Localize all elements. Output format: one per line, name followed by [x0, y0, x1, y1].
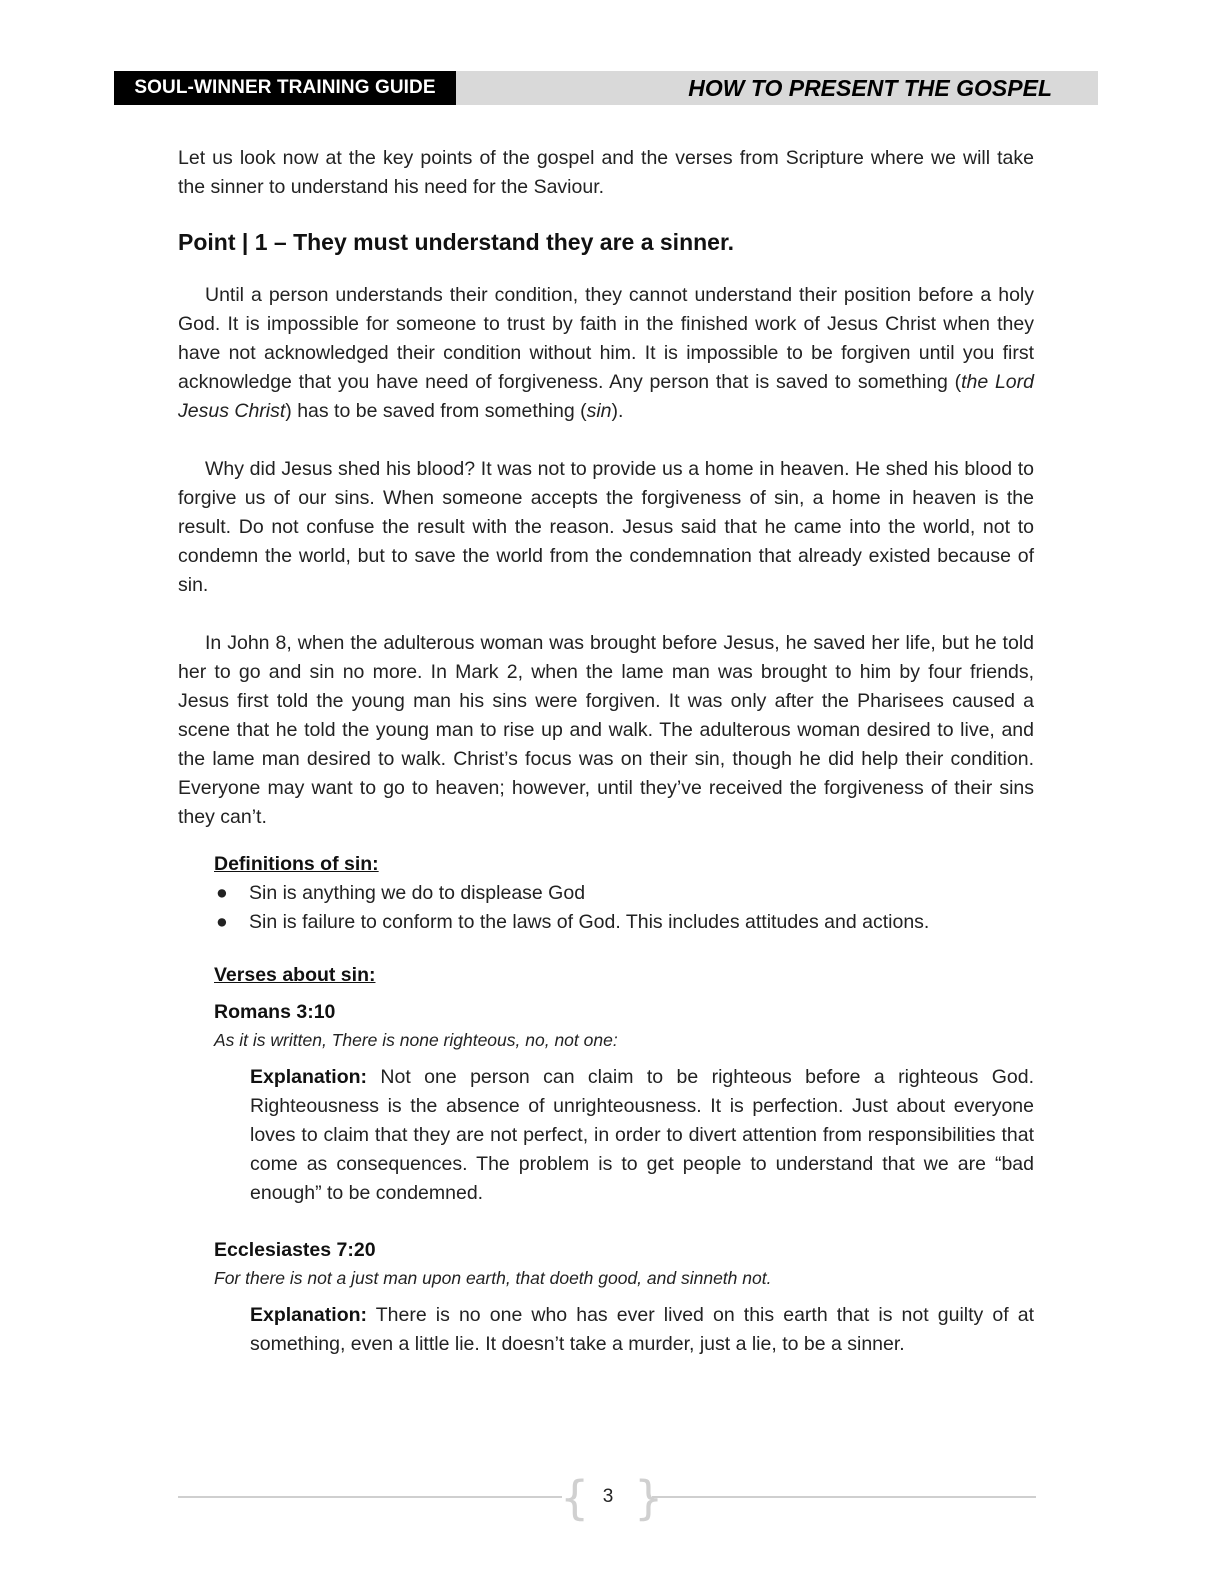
emphasis-text: the Lord Jesus Christ: [178, 371, 1034, 422]
verse-reference: Romans 3:10: [214, 1001, 336, 1023]
point-heading: Point | 1 – They must understand they are a sinner.: [178, 229, 735, 255]
header-guide-title: SOUL-WINNER TRAINING GUIDE: [114, 71, 456, 105]
paragraph-condition: [178, 281, 1034, 426]
definitions-list: [214, 879, 1034, 937]
emphasis-text: sin: [586, 400, 612, 422]
paragraph-examples: In John 8, when the adulterous woman was brought before Jesus, he saved her life, but he told her to go and sin no more. In Mark 2, when the lame man was brought to him by four friends, Jesus first told the young man his sins were forgiven. It was only after the Pharisees caused a scene that he told the young man to rise up and walk. The adulterous woman desired to live, and the lame man desired to walk. Christ’s focus was on their sin, though he did help their condition. Everyone may want to go to heaven; however, until they’ve received the forgiveness of their sins they can’t.: [178, 632, 1034, 828]
verse-block: [214, 1236, 1034, 1359]
verse-explanation: [250, 1063, 1034, 1208]
bullet-icon: ●: [216, 882, 228, 904]
left-brace-icon: {: [560, 1471, 590, 1525]
explanation-label: Explanation:: [250, 1304, 368, 1326]
right-brace-icon: }: [634, 1471, 664, 1525]
paragraph-text: ).: [611, 400, 624, 422]
explanation-text: There is no one who has ever lived on this earth that is not guilty of at something, even a little lie. It doesn’t take a murder, just a lie, to be a sinner.: [250, 1304, 1034, 1355]
intro-paragraph: Let us look now at the key points of the gospel and the verses from Scripture where we will take the sinner to understand his need for the Saviour.: [178, 147, 1034, 198]
list-item-text: Sin is anything we do to displease God: [249, 882, 586, 904]
paragraph-text: ) has to be saved from something (: [285, 400, 587, 422]
paragraph-text: Until a person understands their condition, they cannot understand their position before a holy God. It is impossible for someone to trust by faith in the finished work of Jesus Christ when they have not acknowledged their condition without him. It is impossible to be forgiven until you first acknowledge that you have need of forgiveness. Any person that is saved to something (: [178, 284, 1034, 393]
verse-text: As it is written, There is none righteous, no, not one:: [214, 1030, 618, 1050]
page-header: [114, 71, 1098, 105]
list-item: [214, 908, 1034, 937]
verse-block: [214, 998, 1034, 1208]
header-section-title: HOW TO PRESENT THE GOSPEL: [688, 74, 1052, 101]
explanation-label: Explanation:: [250, 1066, 368, 1088]
verse-explanation: [250, 1301, 1034, 1359]
paragraph-blood: Why did Jesus shed his blood? It was not to provide us a home in heaven. He shed his blood to forgive us of our sins. When someone accepts the forgiveness of sin, a home in heaven is the result. Do not confuse the result with the reason. Jesus said that he came into the world, not to condemn the world, but to save the world from the condemnation that already existed because of sin.: [178, 458, 1034, 596]
list-item-text: Sin is failure to conform to the laws of God. This includes attitudes and actions.: [249, 911, 930, 933]
verse-reference: Ecclesiastes 7:20: [214, 1239, 376, 1261]
list-item: [214, 879, 1034, 908]
definitions-heading: Definitions of sin:: [214, 853, 379, 875]
page-content: [178, 144, 1034, 1387]
definitions-section: [214, 850, 1034, 1359]
footer-divider-left: [178, 1496, 562, 1498]
verses-heading: Verses about sin:: [214, 964, 376, 986]
verse-text: For there is not a just man upon earth, that doeth good, and sinneth not.: [214, 1268, 772, 1288]
footer-divider-right: [652, 1496, 1036, 1498]
bullet-icon: ●: [216, 911, 228, 933]
page-number: 3: [602, 1486, 614, 1507]
explanation-text: Not one person can claim to be righteous before a righteous God. Righteousness is the absence of unrighteousness. It is perfection. Just about everyone loves to claim that they are not perfect, in order to divert attention from responsibilities that come as consequences. The problem is to get people to understand that we are “bad enough” to be condemned.: [250, 1066, 1034, 1204]
